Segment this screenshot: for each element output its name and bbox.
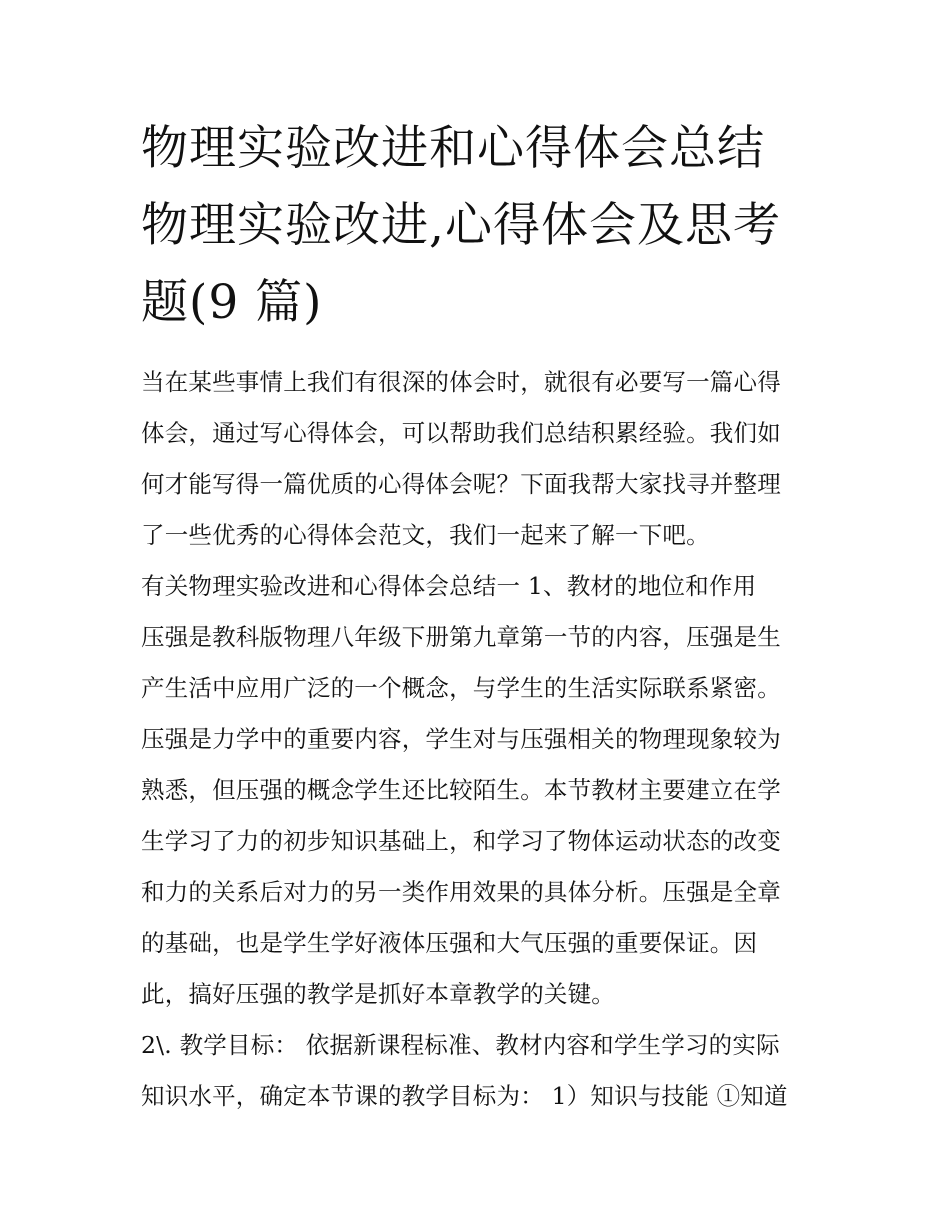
text-line: 压强是力学中的重要内容，学生对与压强相关的物理现象较为 <box>141 725 781 753</box>
document-title <box>141 110 813 341</box>
text-line: 了一些优秀的心得体会范文，我们一起来了解一下吧。 <box>141 521 710 549</box>
text-line: 熟悉，但压强的概念学生还比较陌生。本节教材主要建立在学 <box>141 776 781 804</box>
intro-paragraph <box>141 357 813 561</box>
text-line: 生学习了力的初步知识基础上，和学习了物体运动状态的改变 <box>141 827 781 855</box>
text-line: 此，搞好压强的教学是抓好本章教学的关键。 <box>141 980 615 1008</box>
text-line: 2\. 教学目标： 依据新课程标准、教材内容和学生学习的实际 <box>141 1031 780 1059</box>
text-line: 知识水平，确定本节课的教学目标为： 1）知识与技能 ①知道 <box>141 1082 788 1110</box>
title-line: 物理实验改进,心得体会及思考 <box>141 198 781 253</box>
text-line: 何才能写得一篇优质的心得体会呢？下面我帮大家找寻并整理 <box>141 470 781 498</box>
title-line: 题(9 篇) <box>141 275 323 330</box>
title-line: 物理实验改进和心得体会总结 <box>141 121 765 176</box>
goals-paragraph <box>141 1020 813 1122</box>
text-line: 当在某些事情上我们有很深的体会时，就很有必要写一篇心得 <box>141 368 781 396</box>
text-line: 体会，通过写心得体会，可以帮助我们总结积累经验。我们如 <box>141 419 781 447</box>
document-page <box>141 110 813 1122</box>
text-line: 压强是教科版物理八年级下册第九章第一节的内容，压强是生 <box>141 623 781 651</box>
section-heading: 有关物理实验改进和心得体会总结一 1、教材的地位和作用 <box>141 572 757 600</box>
text-line: 和力的关系后对力的另一类作用效果的具体分析。压强是全章 <box>141 878 781 906</box>
text-line: 的基础，也是学生学好液体压强和大气压强的重要保证。因 <box>141 929 758 957</box>
section-body <box>141 612 813 1020</box>
text-line: 产生活中应用广泛的一个概念，与学生的生活实际联系紧密。 <box>141 674 781 702</box>
